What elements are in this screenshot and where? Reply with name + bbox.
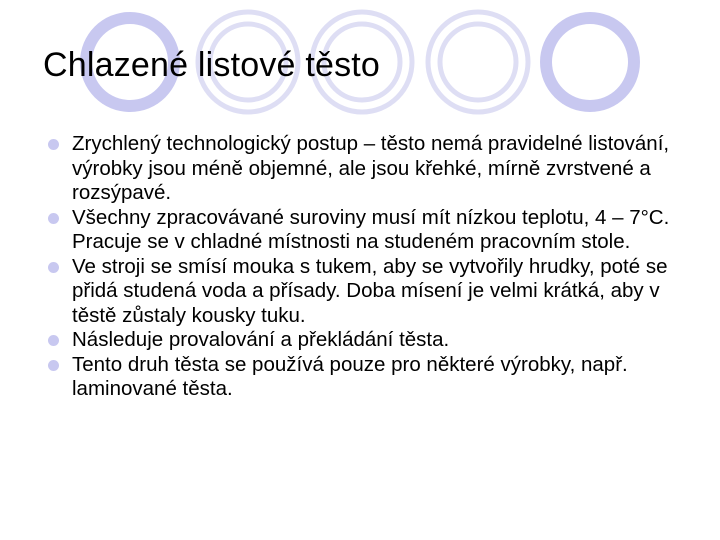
bullet-dot-icon (48, 139, 59, 150)
bullet-text: Všechny zpracovávané suroviny musí mít nízkou teplotu, 4 – 7°C. Pracuje se v chladné místnosti na studeném pracovním stole. (72, 205, 670, 253)
bullet-text: Ve stroji se smísí mouka s tukem, aby se vytvořily hrudky, poté se přidá studená voda a přísady. Doba mísení je velmi krátká, aby v těstě zůstaly kousky tuku. (72, 254, 668, 327)
slide-title: Chlazené listové těsto (43, 46, 381, 84)
bullet-list (48, 132, 688, 402)
circle-ring-icon (428, 12, 528, 112)
bullet-text: Tento druh těsta se používá pouze pro některé výrobky, např. laminované těsta. (72, 352, 628, 400)
bullet-dot-icon (48, 335, 59, 346)
bullet-dot-icon (48, 213, 59, 224)
circle-ring-icon (552, 24, 628, 100)
bullet-dot-icon (48, 262, 59, 273)
bullet-item (48, 353, 688, 402)
bullet-item (48, 132, 688, 206)
bullet-text: Zrychlený technologický postup – těsto nemá pravidelné listování, výrobky jsou méně objemné, ale jsou křehké, mírně zvrstvené a rozsýpavé. (72, 132, 670, 204)
bullet-item (48, 206, 688, 255)
bullet-dot-icon (48, 360, 59, 371)
bullet-item (48, 255, 688, 329)
bullet-text: Následuje provalování a překládání těsta. (72, 328, 450, 351)
circle-ring-icon (440, 24, 516, 100)
bullet-item (48, 328, 688, 353)
